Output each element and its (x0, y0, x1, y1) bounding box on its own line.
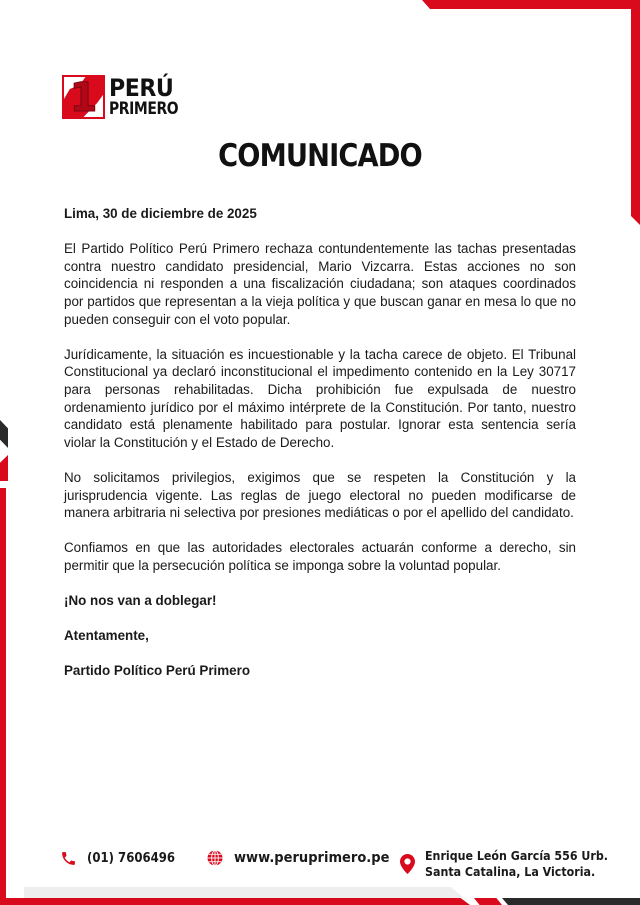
slogan: ¡No nos van a doblegar! (64, 593, 217, 609)
page-title: COMUNICADO (218, 138, 422, 174)
address-text (425, 848, 608, 880)
left-red-stripe (0, 455, 8, 481)
globe-icon (206, 849, 224, 867)
logo-number-badge (62, 75, 105, 119)
bottom-dark-bar (502, 898, 640, 905)
paragraph-1: El Partido Político Perú Primero rechaza contundentemente las tachas presentadas contra nuestro candidato presidencial, Mario Vizcarra. Estas acciones no son coincidencia ni responden a una fiscalización ciudadana; son ataques coordinados por partidos que representan a la vieja política y que buscan ganar en mesa lo que no pueden conseguir con el voto popular. (64, 241, 576, 327)
location-pin-icon (400, 854, 415, 874)
footer-address (400, 848, 628, 880)
address-line-1: Enrique León García 556 Urb. (425, 849, 608, 863)
top-red-bar (422, 0, 640, 9)
left-dark-stripe (0, 420, 8, 448)
logo-wordmark (109, 76, 193, 118)
phone-icon (60, 850, 77, 867)
bottom-red-stripe (474, 898, 502, 905)
signature: Partido Político Perú Primero (64, 663, 251, 679)
phone-number: (01) 7606496 (87, 851, 176, 866)
paragraph-3: No solicitamos privilegios, exigimos que se respeten la Constitución y la jurisprudencia vigente. Las reglas de juego electoral no pueden modificarse de manera arbitraria ni selectiva por presiones mediáticas o por el apellido del candidato. (64, 469, 576, 521)
left-red-bar (0, 488, 6, 905)
logo-line-2: PRIMERO (109, 99, 179, 119)
logo-line-1: PERÚ (109, 74, 174, 102)
footer-phone (60, 850, 185, 867)
bottom-red-bar (0, 898, 470, 905)
statement-body (64, 205, 576, 698)
closing: Atentamente, (64, 628, 149, 644)
bottom-grey-band (24, 887, 464, 898)
paragraph-2: Jurídicamente, la situación es incuestionable y la tacha carece de objeto. El Tribunal Constitucional ya declaró inconstitucional el impedimento contenido en la Ley 30717 para personas rehabilitadas. Dicha prohibición fue expulsada de nuestro ordenamiento jurídico por el máximo intérprete de la Constitución. Por tanto, nuestro candidato está plenamente habilitado para postular. Ignorar esta sentencia sería violar la Constitución y el Estado de Derecho. (64, 346, 576, 450)
footer-website[interactable] (206, 849, 407, 867)
right-red-bar (631, 0, 640, 225)
website-link[interactable]: www.peruprimero.pe (234, 850, 390, 866)
date-line: Lima, 30 de diciembre de 2025 (64, 206, 257, 221)
paragraph-4: Confiamos en que las autoridades electorales actuarán conforme a derecho, sin permitir que la persecución política se imponga sobre la voluntad popular. (64, 540, 576, 573)
party-logo (62, 75, 193, 119)
address-line-2: Santa Catalina, La Victoria. (425, 865, 596, 879)
logo-number: 1 (69, 75, 98, 121)
